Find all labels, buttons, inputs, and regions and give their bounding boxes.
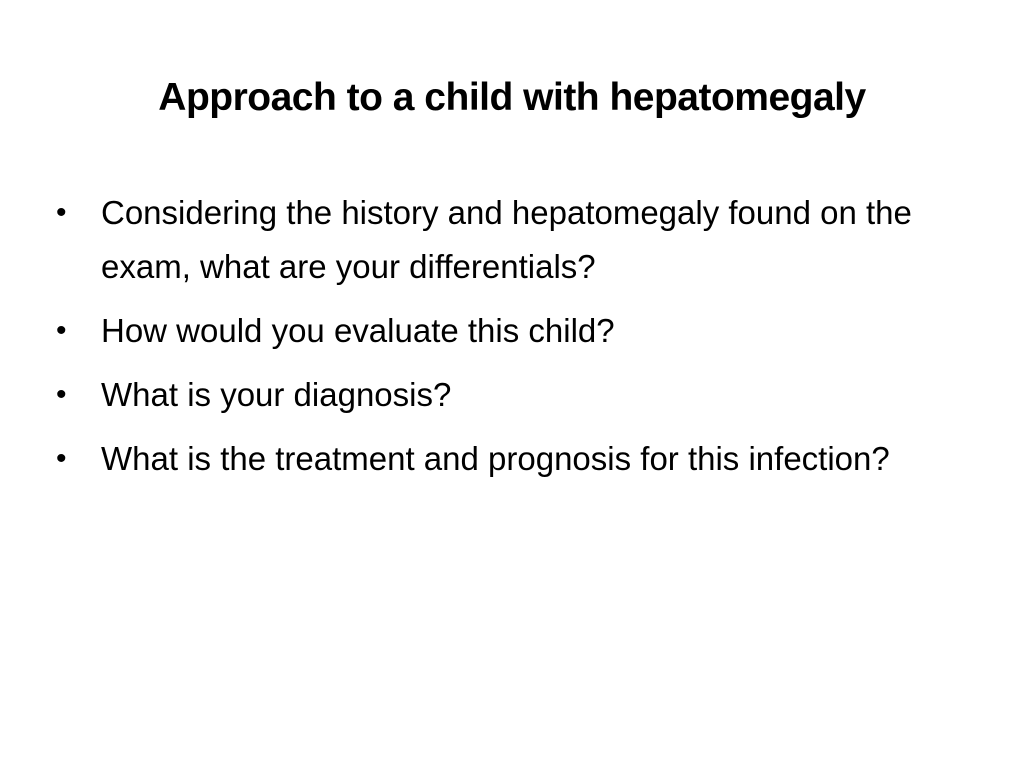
bullet-item-treatment — [56, 432, 956, 486]
bullet-item-differentials — [56, 186, 956, 294]
bullet-item-evaluate — [56, 304, 956, 358]
bullet-icon: • — [56, 196, 67, 229]
bullet-list — [56, 186, 956, 496]
bullet-text: Considering the history and hepatomegaly found on the exam, what are your differentials? — [101, 194, 912, 285]
bullet-text: What is your diagnosis? — [101, 376, 452, 413]
bullet-icon: • — [56, 442, 67, 475]
bullet-text: What is the treatment and prognosis for this infection? — [101, 440, 890, 477]
slide-title: Approach to a child with hepatomegaly — [158, 76, 866, 119]
bullet-icon: • — [56, 378, 67, 411]
bullet-icon: • — [56, 314, 67, 347]
bullet-text: How would you evaluate this child? — [101, 312, 615, 349]
bullet-item-diagnosis — [56, 368, 956, 422]
